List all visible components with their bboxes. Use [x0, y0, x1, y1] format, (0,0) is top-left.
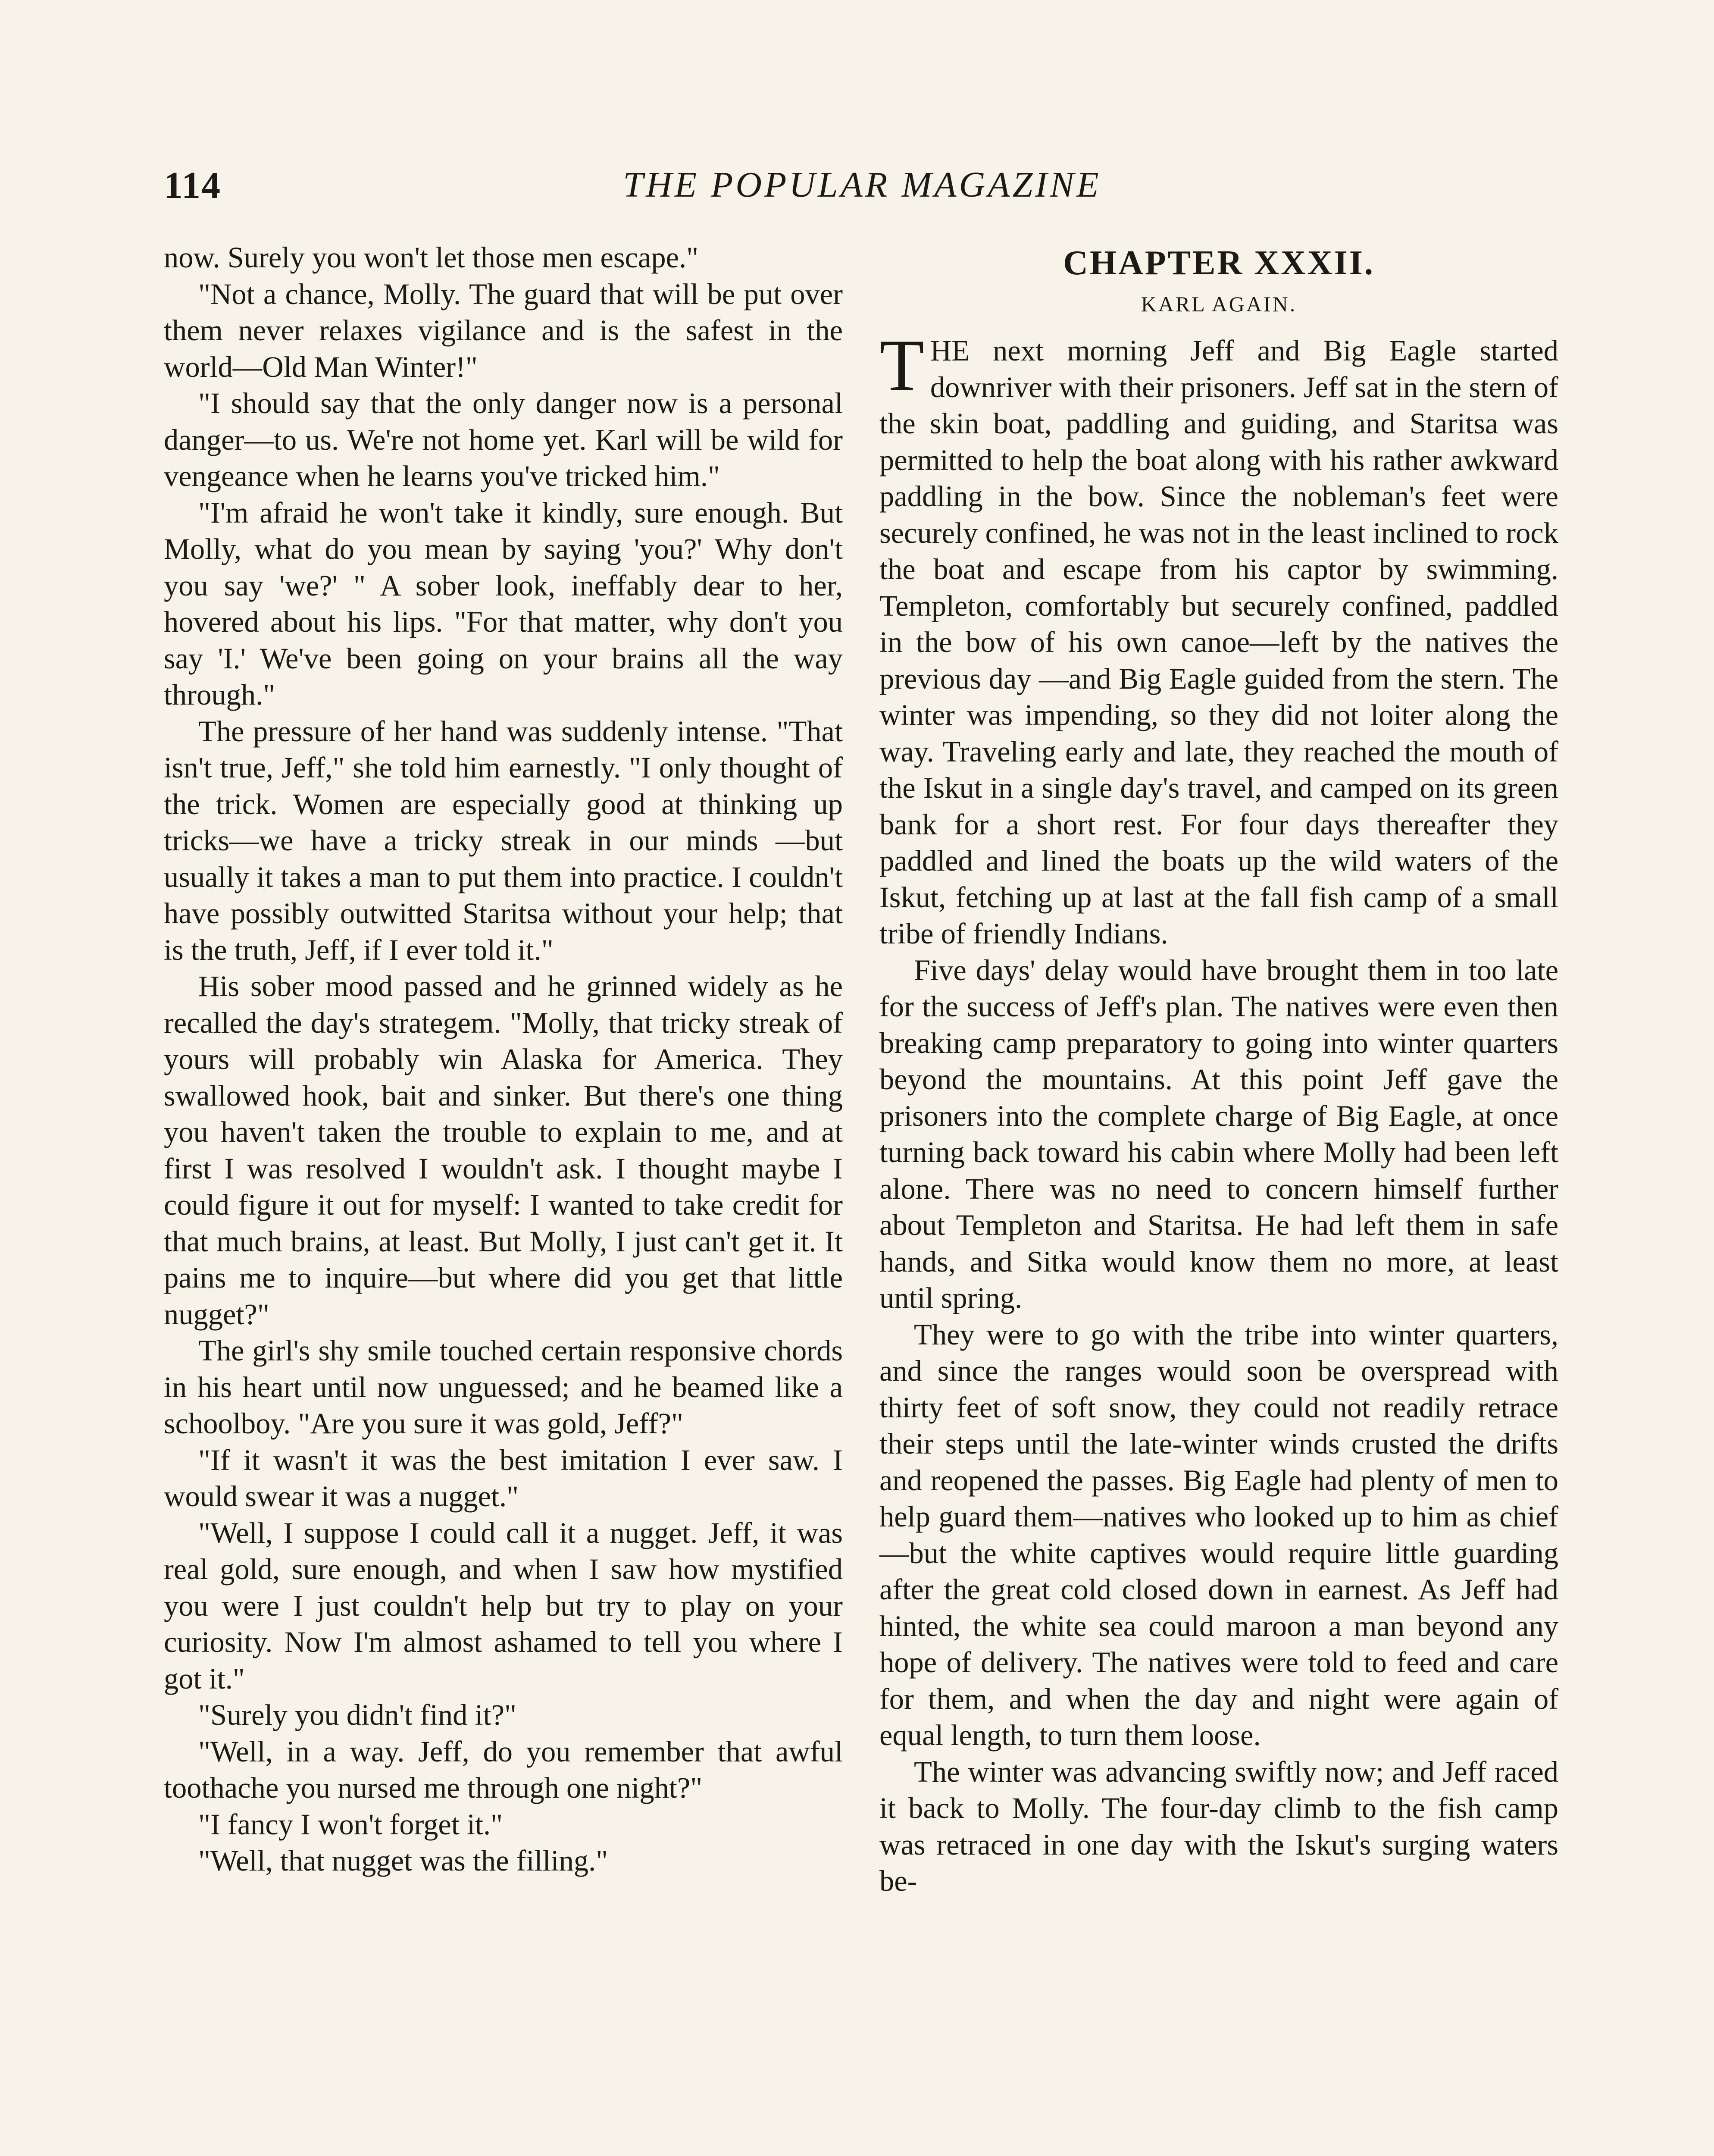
paragraph: "Not a chance, Molly. The guard that will be put over them never relaxes vigilance and is the safest in the world—Old Man Winter!"	[164, 277, 843, 383]
paragraph: "Well, I suppose I could call it a nugget. Jeff, it was real gold, sure enough, and when I saw how mystified you were I just couldn't help but try to play on your curiosity. Now I'm almost ashamed to tell you where I got it."	[164, 1516, 843, 1695]
paragraph: "If it wasn't it was the best imitation I ever saw. I would swear it was a nugget."	[164, 1443, 843, 1513]
paragraph: now. Surely you won't let those men escape."	[164, 241, 699, 274]
running-title: THE POPULAR MAGAZINE	[623, 165, 1101, 205]
paragraph: The girl's shy smile touched certain responsive chords in his heart until now unguessed; and he beamed like a schoolboy. "Are you sure it was gold, Jeff?"	[164, 1334, 843, 1440]
left-column	[164, 239, 843, 1879]
chapter-subtitle: KARL AGAIN.	[1141, 292, 1297, 316]
opening-text: HE next morning Jeff and Big Eagle started downriver with their prisoners. Jeff sat in the stern of the skin boat, paddling and guiding, and Staritsa was permitted to help the boat along with his rather awkward paddling in the bow. Since the nobleman's feet were securely confined, he was not in the least inclined to rock the boat and escape from his captor by swimming. Templeton, comfortably but securely confined, paddled in the bow of his own canoe—left by the natives the previous day —and Big Eagle guided from the stern. The winter was impending, so they did not loiter along the way. Traveling early and late, they reached the mouth of the Iskut in a single day's travel, and camped on its green bank for a short rest. For four days thereafter they paddled and lined the boats up the wild waters of the Iskut, fetching up at last at the fall fish camp of a small tribe of friendly Indians.	[879, 334, 1558, 950]
paragraph: "Well, that nugget was the filling."	[198, 1844, 608, 1877]
paragraph: "Well, in a way. Jeff, do you remember that awful toothache you nursed me through one night?"	[164, 1735, 843, 1804]
paragraph: Five days' delay would have brought them in too late for the success of Jeff's plan. The natives were even then breaking camp preparatory to going into winter quarters beyond the mountains. At this point Jeff gave the prisoners into the complete charge of Big Eagle, at once turning back toward his cabin where Molly had been left alone. There was no need to concern himself further about Templeton and Staritsa. He had left them in safe hands, and Sitka would know them no more, at least until spring.	[879, 953, 1558, 1314]
paragraph: "I fancy I won't forget it."	[198, 1808, 503, 1841]
right-column	[879, 239, 1558, 1899]
chapter-title: CHAPTER XXXII.	[1063, 244, 1375, 282]
page-number: 114	[164, 165, 222, 207]
paragraph: The pressure of her hand was suddenly intense. "That isn't true, Jeff," she told him earnestly. "I only thought of the trick. Women are especially good at thinking up tricks—we have a tricky streak in our minds —but usually it takes a man to put them into practice. I couldn't have possibly outwitted Staritsa without your help; that is the truth, Jeff, if I ever told it."	[164, 714, 843, 966]
paragraph: His sober mood passed and he grinned widely as he recalled the day's strategem. "Molly, that tricky streak of yours will probably win Alaska for America. They swallowed hook, bait and sinker. But there's one thing you haven't taken the trouble to explain to me, and at first I was resolved I wouldn't ask. I thought maybe I could figure it out for myself: I wanted to take credit for that much brains, at least. But Molly, I just can't get it. It pains me to inquire—but where did you get that little nugget?"	[164, 970, 843, 1331]
paragraph: "Surely you didn't find it?"	[198, 1698, 516, 1731]
page-header	[164, 164, 1561, 216]
paragraph: They were to go with the tribe into winter quarters, and since the ranges would soon be overspread with thirty feet of soft snow, they could not readily retrace their steps until the late-winter winds crusted the drifts and reopened the passes. Big Eagle had plenty of men to help guard them—natives who looked up to him as chief—but the white captives would require little guarding after the great cold closed down in earnest. As Jeff had hinted, the white sea could maroon a man beyond any hope of delivery. The natives were told to feed and care for them, and when the day and night were again of equal length, to turn them loose.	[879, 1318, 1558, 1752]
drop-cap: T	[879, 325, 924, 406]
paragraph: "I'm afraid he won't take it kindly, sure enough. But Molly, what do you mean by saying 'you?' Why don't you say 'we?' " A sober look, ineffably dear to her, hovered about his lips. "For that matter, why don't you say 'I.' We've been going on your brains all the way through."	[164, 496, 843, 711]
chapter-opening-paragraph	[879, 325, 1558, 952]
paragraph: "I should say that the only danger now is a personal danger—to us. We're not home yet. Karl will be wild for vengeance when he learns you've tricked him."	[164, 387, 843, 492]
paragraph: The winter was advancing swiftly now; and Jeff raced it back to Molly. The four-day climb to the fish camp was retraced in one day with the Iskut's surging waters be-	[879, 1755, 1558, 1897]
